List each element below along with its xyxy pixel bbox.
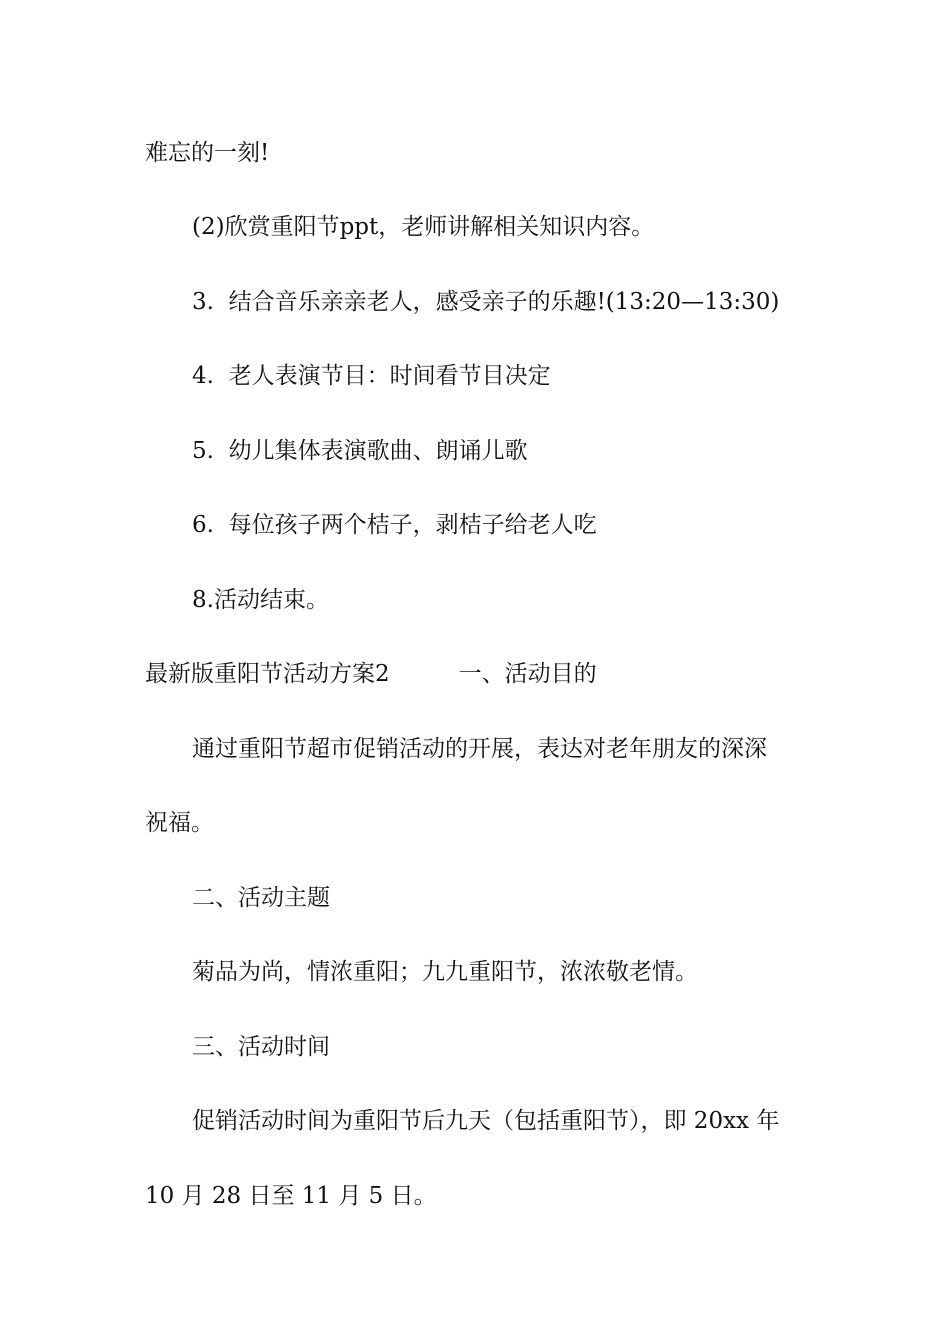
list-item-3: 3. 结合音乐亲亲老人，感受亲子的乐趣!(13:20—13:30) (192, 289, 780, 315)
list-item-6: 6. 每位孩子两个桔子，剥桔子给老人吃 (192, 512, 597, 538)
paragraph-continuation: 难忘的一刻! (145, 140, 270, 166)
list-item-2-sub: (2)欣赏重阳节ppt，老师讲解相关知识内容。 (192, 214, 655, 240)
list-item-5: 5. 幼儿集体表演歌曲、朗诵儿歌 (192, 438, 528, 464)
heading-time: 三、活动时间 (192, 1034, 330, 1060)
paragraph-purpose-cont: 祝福。 (145, 810, 214, 836)
section-heading: 最新版重阳节活动方案2 一、活动目的 (145, 661, 597, 687)
list-item-8: 8.活动结束。 (192, 587, 329, 613)
paragraph-theme: 菊品为尚，情浓重阳；九九重阳节，浓浓敬老情。 (192, 959, 698, 985)
paragraph-time: 促销活动时间为重阳节后九天（包括重阳节），即 20xx 年 (192, 1108, 780, 1134)
paragraph-purpose: 通过重阳节超市促销活动的开展，表达对老年朋友的深深 (192, 736, 767, 762)
list-item-4: 4. 老人表演节目：时间看节目决定 (192, 363, 551, 389)
paragraph-time-cont: 10 月 28 日至 11 月 5 日。 (145, 1183, 437, 1209)
heading-theme: 二、活动主题 (192, 885, 330, 911)
